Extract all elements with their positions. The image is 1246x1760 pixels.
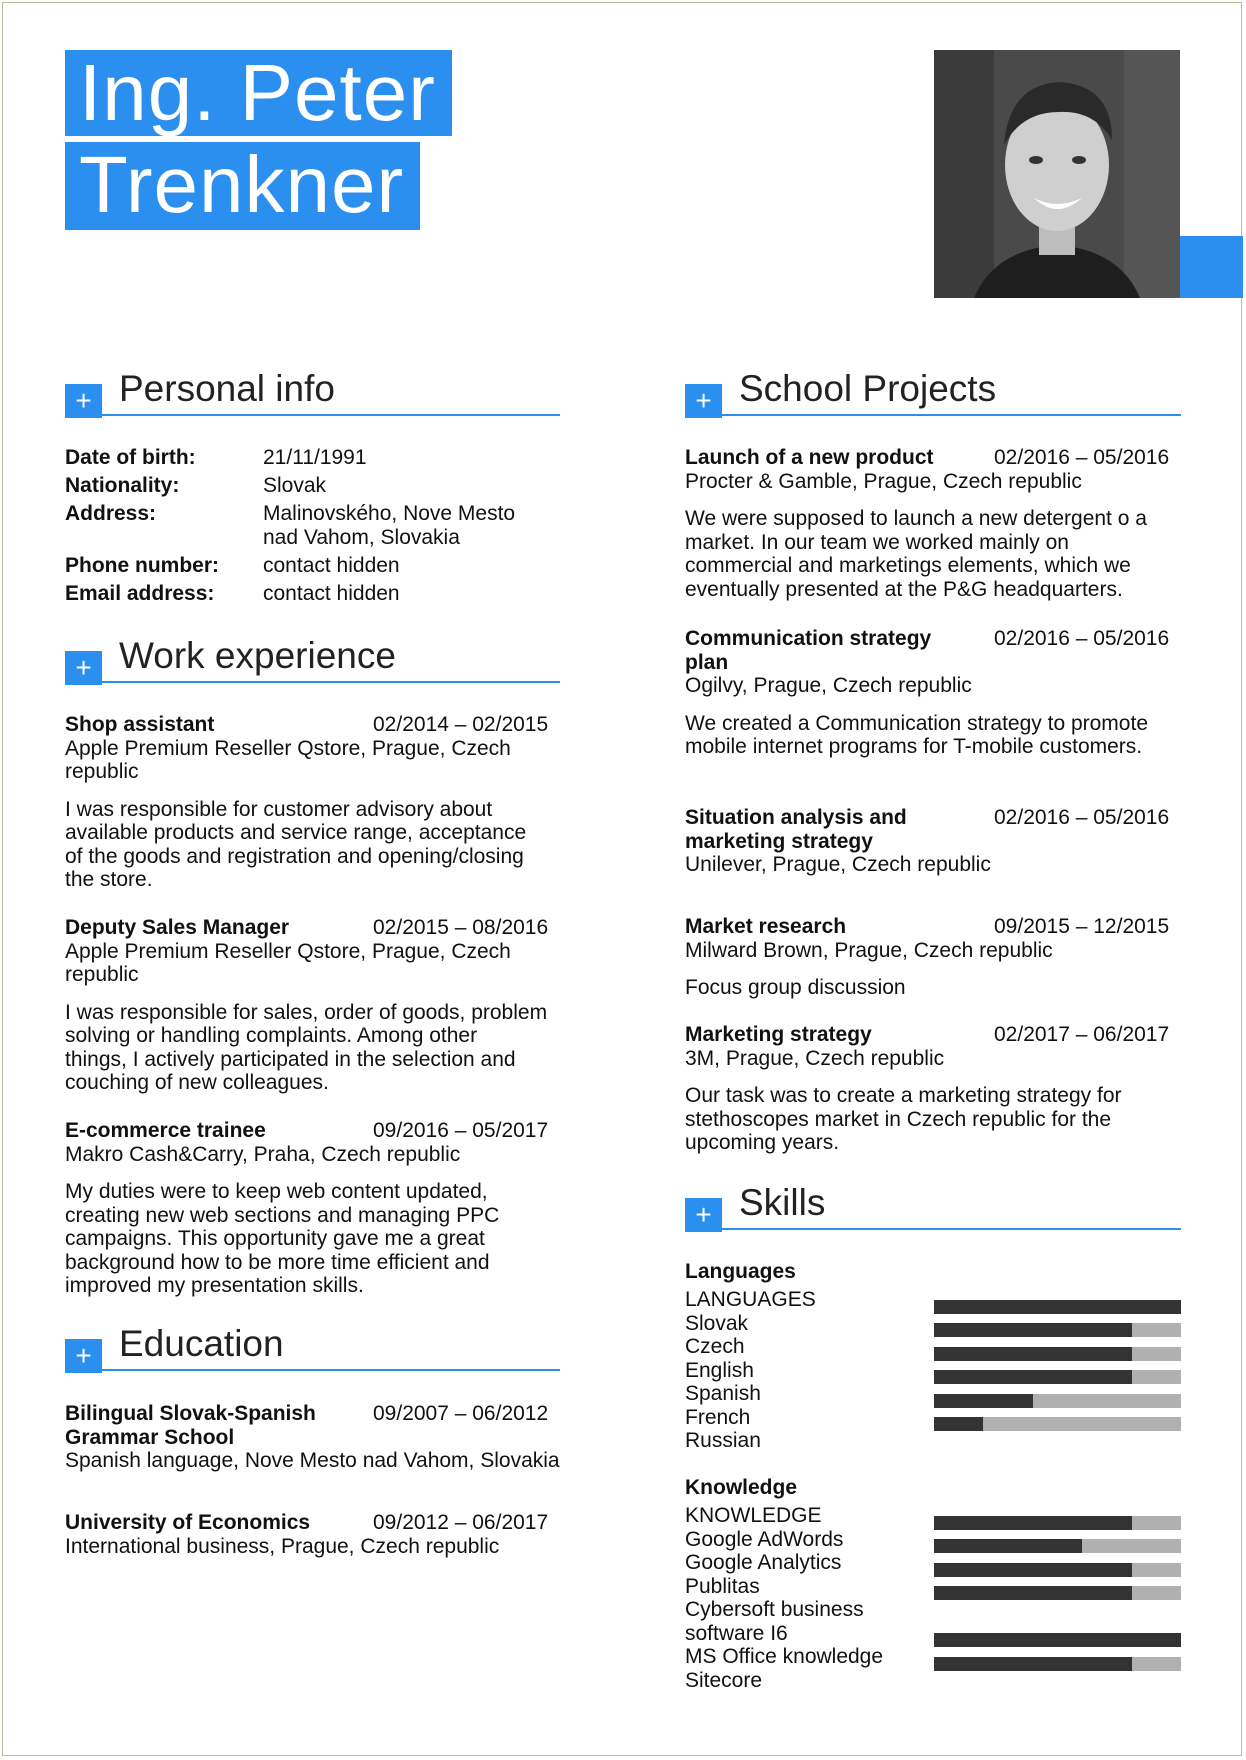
section-title: Personal info	[119, 368, 335, 409]
job-description: My duties were to keep web content updated,	[65, 1180, 488, 1203]
project-title: plan	[685, 650, 729, 674]
section-title: Skills	[739, 1182, 826, 1223]
skill-level-fill	[934, 1586, 1132, 1600]
job-description: the store.	[65, 868, 153, 891]
work-experience-header	[65, 635, 560, 683]
education-school: Grammar School	[65, 1425, 235, 1449]
personal-info-header	[65, 368, 560, 416]
job-title: E-commerce trainee	[65, 1119, 266, 1142]
job-description: solving or handling complaints. Among other	[65, 1024, 478, 1047]
skill-name: Spanish	[685, 1382, 761, 1405]
project-description: mobile internet programs for T-mobile customers.	[685, 735, 1143, 758]
skill-level-bar	[934, 1394, 1181, 1408]
project-description: We created a Communication strategy to promote	[685, 711, 1148, 735]
skill-name: Russian	[685, 1429, 761, 1452]
skill-level-fill	[934, 1633, 1181, 1647]
skill-level-fill	[934, 1394, 1033, 1408]
education-header	[65, 1323, 560, 1371]
project-title: Market research	[685, 915, 847, 938]
skill-level-fill	[934, 1370, 1132, 1384]
info-value: nad Vahom, Slovakia	[263, 525, 460, 549]
skill-name: software I6	[685, 1621, 788, 1645]
project-organization: Milward Brown, Prague, Czech republic	[685, 938, 1053, 962]
project-dates: 09/2015 – 12/2015	[994, 915, 1170, 938]
education-dates: 09/2007 – 06/2012	[373, 1402, 549, 1425]
job-dates: 09/2016 – 05/2017	[373, 1119, 549, 1142]
skills-group-caption: LANGUAGES	[685, 1288, 816, 1311]
education-school: Bilingual Slovak-Spanish	[65, 1402, 316, 1425]
job-title: Shop assistant	[65, 713, 215, 736]
project-description: eventually presented at the P&G headquarters.	[685, 577, 1123, 601]
skill-name: Google AdWords	[685, 1527, 844, 1551]
skill-level-fill	[934, 1657, 1132, 1671]
skill-level-bar	[934, 1300, 1181, 1314]
info-value: contact hidden	[263, 582, 400, 605]
job-dates: 02/2015 – 08/2016	[373, 916, 549, 939]
project-description: upcoming years.	[685, 1131, 840, 1154]
section-title: Education	[119, 1323, 284, 1364]
name-first-line: Ing. Peter	[65, 50, 452, 136]
info-value: Malinovského, Nove Mesto	[263, 502, 516, 525]
skill-level-bar	[934, 1633, 1181, 1647]
project-description: stethoscopes market in Czech republic for the	[685, 1107, 1112, 1131]
job-description: available products and service range, acceptance	[65, 821, 527, 844]
skills-group-heading: Knowledge	[685, 1476, 798, 1499]
skill-level-bar	[934, 1563, 1181, 1577]
skills-header	[685, 1182, 1181, 1230]
project-title: Situation analysis and	[685, 806, 907, 829]
plus-icon: +	[65, 1339, 102, 1373]
education-school: University of Economics	[65, 1511, 311, 1534]
info-label: Phone number:	[65, 554, 220, 577]
school-projects-header	[685, 368, 1181, 416]
education-detail: International business, Prague, Czech republic	[65, 1534, 500, 1558]
info-label: Address:	[65, 502, 157, 525]
skill-level-bar	[934, 1516, 1181, 1530]
project-organization: Ogilvy, Prague, Czech republic	[685, 674, 972, 697]
plus-icon: +	[65, 384, 102, 418]
skill-name: MS Office knowledge	[685, 1645, 884, 1668]
education-dates: 09/2012 – 06/2017	[373, 1511, 549, 1534]
project-title: Marketing strategy	[685, 1023, 872, 1046]
skill-level-fill	[934, 1347, 1132, 1361]
info-value: Slovak	[263, 474, 327, 497]
job-employer: Makro Cash&Carry, Praha, Czech republic	[65, 1142, 461, 1166]
job-title: Deputy Sales Manager	[65, 916, 290, 939]
section-title: School Projects	[739, 368, 997, 409]
project-title: Communication strategy	[685, 627, 932, 650]
job-description: improved my presentation skills.	[65, 1274, 364, 1297]
skill-name: Cybersoft business	[685, 1598, 864, 1621]
skills-group-heading: Languages	[685, 1260, 796, 1283]
skill-level-bar	[934, 1539, 1181, 1553]
profile-photo	[934, 50, 1180, 298]
job-employer: republic	[65, 963, 139, 986]
project-organization: Unilever, Prague, Czech republic	[685, 853, 991, 876]
skills-group-caption: KNOWLEDGE	[685, 1504, 822, 1527]
info-value: 21/11/1991	[263, 446, 367, 469]
plus-icon: +	[685, 1198, 722, 1232]
skill-level-bar	[934, 1370, 1181, 1384]
photo-accent-block	[1180, 236, 1243, 298]
skill-level-fill	[934, 1323, 1132, 1337]
job-description: I was responsible for sales, order of goods, problem	[65, 1000, 548, 1024]
project-description: market. In our team we worked mainly on	[685, 530, 1069, 554]
job-dates: 02/2014 – 02/2015	[373, 713, 549, 736]
skill-level-bar	[934, 1417, 1181, 1431]
project-dates: 02/2016 – 05/2016	[994, 806, 1170, 829]
skill-name: English	[685, 1358, 754, 1382]
plus-icon: +	[65, 651, 102, 685]
project-title: marketing strategy	[685, 829, 873, 853]
project-description: commercial and marketings elements, which we	[685, 554, 1131, 577]
education-detail: Spanish language, Nove Mesto nad Vahom, Slovakia	[65, 1449, 560, 1472]
info-value: contact hidden	[263, 554, 400, 577]
name-second-line: Trenkner	[65, 142, 420, 230]
job-description: campaigns. This opportunity gave me a great	[65, 1227, 485, 1250]
skill-level-fill	[934, 1539, 1082, 1553]
project-description: We were supposed to launch a new detergent o a	[685, 507, 1147, 530]
job-description: of the goods and registration and opening/closing	[65, 844, 524, 868]
skill-level-fill	[934, 1300, 1181, 1314]
project-organization: Procter & Gamble, Prague, Czech republic	[685, 469, 1082, 493]
project-description: Focus group discussion	[685, 976, 906, 999]
skill-level-fill	[934, 1516, 1132, 1530]
info-label: Email address:	[65, 582, 215, 605]
plus-icon: +	[685, 384, 722, 418]
skill-level-bar	[934, 1347, 1181, 1361]
project-dates: 02/2016 – 05/2016	[994, 627, 1170, 650]
job-employer: Apple Premium Reseller Qstore, Prague, Czech	[65, 736, 511, 760]
job-description: things, I actively participated in the selection and	[65, 1047, 516, 1071]
job-description: couching of new colleagues.	[65, 1071, 329, 1094]
skill-level-fill	[934, 1563, 1132, 1577]
skill-level-bar	[934, 1323, 1181, 1337]
job-description: I was responsible for customer advisory about	[65, 797, 493, 821]
skill-level-bar	[934, 1657, 1181, 1671]
skill-name: Google Analytics	[685, 1551, 842, 1574]
skill-name: Sitecore	[685, 1668, 763, 1692]
project-description: Our task was to create a marketing strategy for	[685, 1084, 1122, 1107]
job-description: creating new web sections and managing PPC	[65, 1203, 500, 1227]
skill-name: Czech	[685, 1335, 745, 1358]
skill-name: Publitas	[685, 1574, 760, 1598]
project-dates: 02/2017 – 06/2017	[994, 1023, 1170, 1046]
info-label: Date of birth:	[65, 446, 196, 469]
skill-level-fill	[934, 1417, 983, 1431]
skill-name: French	[685, 1405, 751, 1429]
info-label: Nationality:	[65, 474, 180, 497]
project-title: Launch of a new product	[685, 446, 934, 469]
project-dates: 02/2016 – 05/2016	[994, 446, 1170, 469]
section-title: Work experience	[119, 635, 396, 676]
skill-level-bar	[934, 1586, 1181, 1600]
job-employer: republic	[65, 760, 139, 783]
job-description: background how to be more time efficient and	[65, 1250, 490, 1274]
project-organization: 3M, Prague, Czech republic	[685, 1046, 945, 1070]
skill-name: Slovak	[685, 1311, 749, 1335]
job-employer: Apple Premium Reseller Qstore, Prague, Czech	[65, 939, 511, 963]
